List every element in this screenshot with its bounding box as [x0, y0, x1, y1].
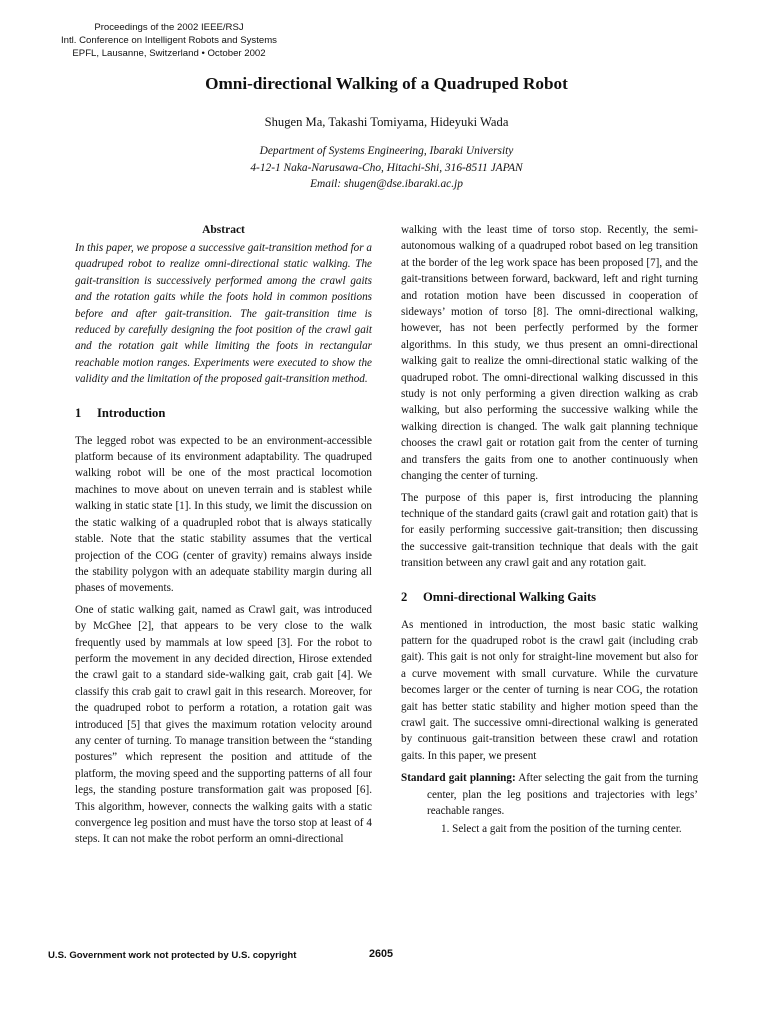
right-column: [401, 222, 698, 838]
affiliation-block: [0, 143, 768, 193]
proceedings-line-3: EPFL, Lausanne, Switzerland • October 2002: [72, 48, 266, 59]
gait-step-1-text: Select a gait from the position of the turning center.: [452, 823, 682, 836]
affiliation-department: Department of Systems Engineering, Ibaraki University: [259, 145, 514, 157]
page-number: 2605: [369, 948, 394, 960]
gait-step-1-marker: 1.: [441, 823, 450, 836]
intro-paragraph-4: The purpose of this paper is, first introducing the planning technique of the standard gaits (crawl gait and rotation gait) that is for easily performing successive gait-transition; then discussing the successive gait-transition technique that deals with the gait transition between any crawl gait and any rotation gait.: [401, 491, 698, 570]
section-2-number: 2: [401, 589, 408, 604]
standard-gait-planning-text: After selecting the gait from the turning center, plan the leg positions and trajectories with legs’ reachable ranges.: [427, 772, 699, 817]
proceedings-line-1: Proceedings of the 2002 IEEE/RSJ: [94, 22, 244, 33]
section-1-title: Introduction: [97, 405, 166, 420]
section-2-heading: [401, 589, 698, 605]
copyright-notice: U.S. Government work not protected by U.S. copyright: [48, 950, 297, 961]
section-1-heading: [75, 405, 372, 421]
affiliation-email: Email: shugen@dse.ibaraki.ac.jp: [310, 178, 463, 190]
abstract-heading: Abstract: [202, 224, 245, 236]
intro-paragraph-2: One of static walking gait, named as Crawl gait, was introduced by McGhee [2], that appears to be very close to the walk frequently used by mammals at low speed [3]. For the robot to perform the movement in any decided direction, Hirose extended the crawl gait to a standard side-walking gait, crab gait [4]. We classify this crab gait to crawl gait in this research. Moreover, for the quadruped robot to perform a rotation, a rotation gait was introduced [5] that gives the maximum rotation velocity around any center of turning. To manage transition between the “standing postures” which represent the position and attitude of the platform, the moving speed and the supporting patterns of all four legs, the standing posture transformation gait was proposed [6]. This algorithm, however, connects the walking gaits with a static convergence leg position and must have the torso stop at least of 4 steps. It can not make the robot perform an omni-directional: [75, 603, 372, 846]
section-2-paragraph: As mentioned in introduction, the most basic static walking pattern for the quadruped robot is the crawl gait (including crab gait). This gait is not only for straight-line movement but also for a curve movement with small curvature. While the curvature becomes larger or the center of turning is near COG, the rotation gait has better static stability and higher motion speed than the crawl gait. The successive omni-directional walking is generated by continuous gait-transition between these crawl and rotation gaits. In this paper, we present: [401, 618, 698, 762]
paper-title: Omni-directional Walking of a Quadruped Robot: [205, 74, 568, 93]
affiliation-address: 4-12-1 Naka-Narusawa-Cho, Hitachi-Shi, 316-8511 JAPAN: [250, 161, 523, 174]
standard-gait-planning-item: [401, 770, 698, 819]
gait-step-1: [441, 821, 698, 837]
proceedings-header: [40, 21, 298, 60]
section-1-number: 1: [75, 405, 82, 420]
intro-paragraph-1: The legged robot was expected to be an environment-accessible platform because of its environment adaptability. The quadruped walking robot will be one of the most practical locomotion machines to move about on uneven terrain and is stablest while walking in static state [1]. In this study, we limit the discussion on the static walking of a quadrupled robot that is always statically stable. Note that the static stability assumes that the vertical projection of the COG (center of gravity) remains always inside the stability polygon with an adequate stability margin during all phases of movements.: [75, 434, 372, 595]
author-list: Shugen Ma, Takashi Tomiyama, Hideyuki Wada: [264, 115, 509, 129]
abstract-text: In this paper, we propose a successive gait-transition method for a quadruped robot to realize omni-directional static walking. The gait-transition is successively performed among the crawl gaits and the rotation gaits while the foots hold in common positions before and after gait-transition. The gait-transition time is reduced by carefully designing the foot position of the crawl gait and the rotation gait while limiting the foots in rectangular reachable motion ranges. Experiments were executed to show the validity and the limitation of the proposed gait-transition method.: [75, 242, 372, 386]
section-2-title: Omni-directional Walking Gaits: [423, 589, 597, 604]
intro-paragraph-3: walking with the least time of torso stop. Recently, the semi-autonomous walking of a quadruped robot based on leg transition at the border of the leg work space has been proposed [7], and the gait-transitions between forward, backward, left and right turning and rotation motion have been discussed in cooperation of sideways’ motion of torso [8]. The omni-directional walking, however, has not been perfectly performed by the former algorithms. In this study, we thus present an omni-directional walking gait to realize the omni-directional static walking of the quadruped robot. The omni-directional walking discussed in this study is not only performing a given direction walking as crab walking, but also performing the successive walking while the walking direction is changed. The walk gait planning technique chooses the crawl gait or rotation gait from the center of turning and transfers the gaits from one to another continuously when changing the center of turning.: [401, 224, 698, 483]
left-column: [75, 222, 372, 848]
standard-gait-planning-label: Standard gait planning:: [401, 772, 516, 785]
proceedings-line-2: Intl. Conference on Intelligent Robots and Systems: [61, 35, 277, 46]
